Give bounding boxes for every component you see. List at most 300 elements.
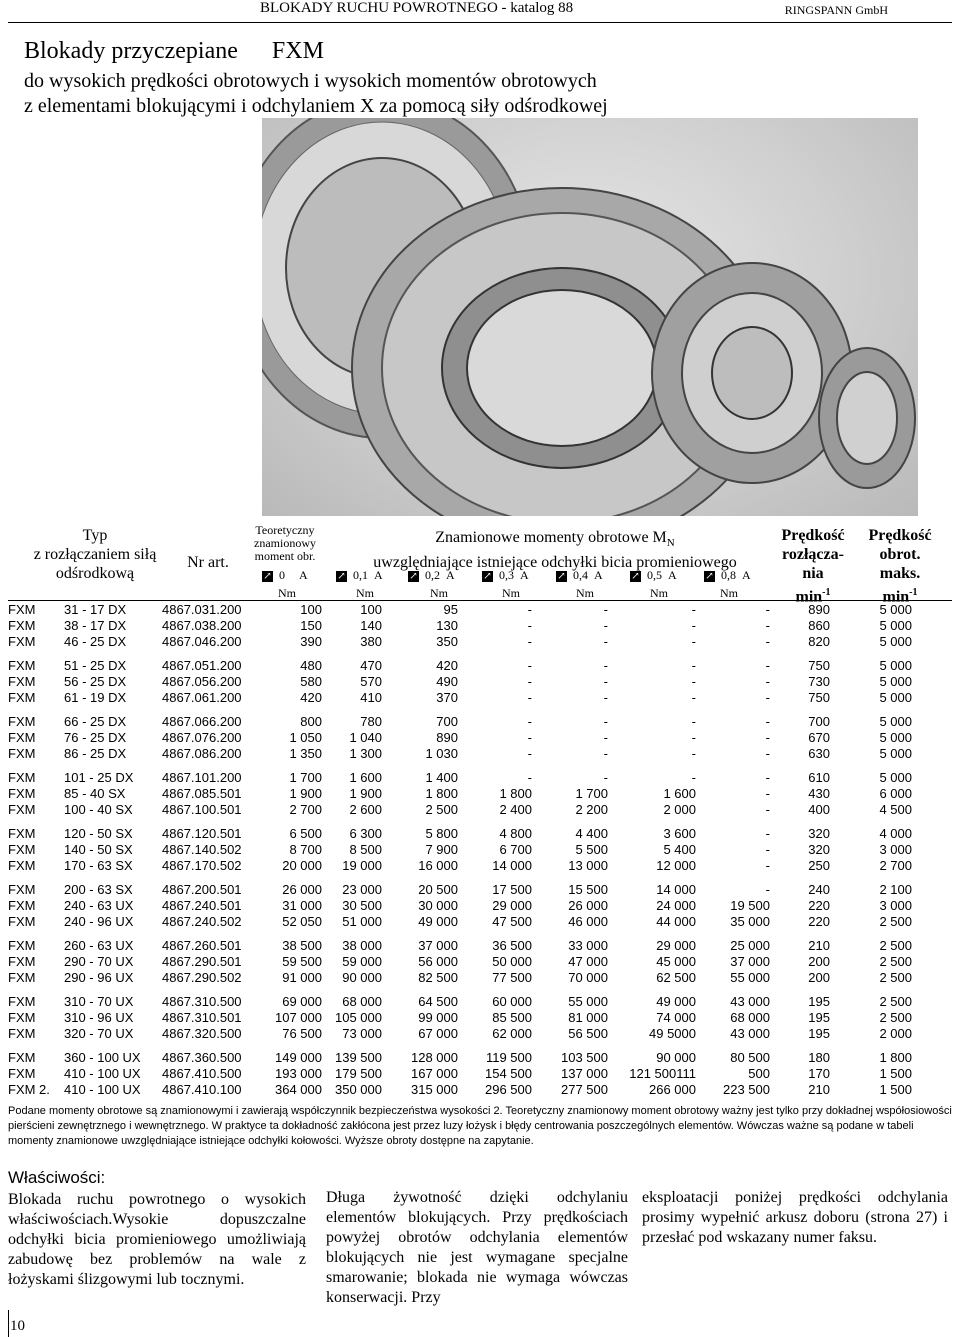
table-cell: FXM bbox=[8, 1010, 36, 1025]
table-cell: 43 000 bbox=[730, 1026, 770, 1041]
col-header-p1-unit: min bbox=[795, 588, 823, 606]
table-cell: 23 000 bbox=[342, 882, 382, 897]
unit-nm-1: Nm bbox=[356, 586, 374, 600]
table-cell: 200 bbox=[808, 970, 830, 985]
table-cell: FXM bbox=[8, 914, 36, 929]
table-cell: 750 bbox=[808, 690, 830, 705]
table-cell: 4867.240.502 bbox=[162, 914, 242, 929]
arrow-label-4-val: 0,4 bbox=[573, 568, 588, 582]
table-cell: 5 800 bbox=[425, 826, 458, 841]
table-cell: - bbox=[765, 802, 770, 817]
table-cell: 2 500 bbox=[425, 802, 458, 817]
arrow-label-0-unit: A bbox=[299, 568, 308, 582]
table-cell: 360 - 100 UX bbox=[64, 1050, 141, 1065]
table-cell: 8 500 bbox=[349, 842, 382, 857]
table-cell: 320 bbox=[808, 842, 830, 857]
table-cell: 85 - 40 SX bbox=[64, 786, 126, 801]
table-cell: 45 000 bbox=[656, 954, 696, 969]
table-cell: 90 000 bbox=[656, 1050, 696, 1065]
table-cell: - bbox=[691, 770, 696, 785]
table-row bbox=[0, 770, 960, 786]
arrow-label-2-val: 0,2 bbox=[425, 568, 440, 582]
col-header-p2-2: obrot. bbox=[879, 546, 921, 563]
table-cell: 1 700 bbox=[575, 786, 608, 801]
table-cell: 81 000 bbox=[568, 1010, 608, 1025]
table-cell: FXM bbox=[8, 970, 36, 985]
table-cell: FXM bbox=[8, 634, 36, 649]
table-cell: - bbox=[603, 658, 608, 673]
table-cell: 4867.066.200 bbox=[162, 714, 242, 729]
table-cell: 4867.086.200 bbox=[162, 746, 242, 761]
table-cell: 500 bbox=[748, 1066, 770, 1081]
table-cell: - bbox=[603, 674, 608, 689]
table-row bbox=[0, 1050, 960, 1066]
table-cell: 3 000 bbox=[879, 898, 912, 913]
table-cell: 29 000 bbox=[492, 898, 532, 913]
table-cell: 149 000 bbox=[275, 1050, 322, 1065]
arrow-label-0 bbox=[262, 568, 308, 583]
table-cell: - bbox=[603, 770, 608, 785]
col-header-p1-1: Prędkość bbox=[781, 527, 845, 544]
table-cell: 4867.120.501 bbox=[162, 826, 242, 841]
table-cell: 240 - 63 UX bbox=[64, 898, 134, 913]
arrow-label-6-val: 0,8 bbox=[721, 568, 736, 582]
table-cell: 30 500 bbox=[342, 898, 382, 913]
table-cell: 5 000 bbox=[879, 730, 912, 745]
table-row bbox=[0, 898, 960, 914]
table-cell: FXM bbox=[8, 938, 36, 953]
table-cell: 200 bbox=[808, 954, 830, 969]
table-cell: 1 700 bbox=[289, 770, 322, 785]
table-cell: 180 bbox=[808, 1050, 830, 1065]
table-cell: - bbox=[765, 730, 770, 745]
table-cell: 370 bbox=[436, 690, 458, 705]
col-header-teor bbox=[250, 524, 320, 563]
table-cell: 780 bbox=[360, 714, 382, 729]
table-cell: - bbox=[527, 730, 532, 745]
col-header-p2-unit: min bbox=[882, 588, 910, 606]
table-cell: 315 000 bbox=[411, 1082, 458, 1097]
table-cell: 95 bbox=[443, 602, 458, 617]
table-cell: FXM bbox=[8, 898, 36, 913]
col-header-typ bbox=[20, 526, 170, 583]
table-cell: 2 600 bbox=[349, 802, 382, 817]
table-cell: 62 500 bbox=[656, 970, 696, 985]
table-cell: FXM bbox=[8, 1066, 36, 1081]
table-cell: 1 350 bbox=[289, 746, 322, 761]
table-cell: - bbox=[691, 690, 696, 705]
table-cell: 19 500 bbox=[730, 898, 770, 913]
table-cell: 140 bbox=[360, 618, 382, 633]
table-cell: 210 bbox=[808, 1082, 830, 1097]
table-row bbox=[0, 786, 960, 802]
table-cell: 1 500 bbox=[879, 1066, 912, 1081]
table-cell: 36 500 bbox=[492, 938, 532, 953]
table-cell: 70 000 bbox=[568, 970, 608, 985]
table-cell: - bbox=[765, 770, 770, 785]
table-cell: 4867.410.500 bbox=[162, 1066, 242, 1081]
table-cell: 167 000 bbox=[411, 1066, 458, 1081]
table-cell: 5 000 bbox=[879, 770, 912, 785]
col-header-p1-2: rozłącza- bbox=[782, 546, 844, 563]
table-cell: - bbox=[527, 690, 532, 705]
table-cell: 51 - 25 DX bbox=[64, 658, 127, 673]
table-cell: - bbox=[765, 858, 770, 873]
table-cell: 7 900 bbox=[425, 842, 458, 857]
table-cell: 76 - 25 DX bbox=[64, 730, 127, 745]
table-cell: 410 - 100 UX bbox=[64, 1082, 141, 1097]
table-cell: 4867.170.502 bbox=[162, 858, 242, 873]
table-cell: 5 000 bbox=[879, 634, 912, 649]
table-cell: - bbox=[691, 658, 696, 673]
table-cell: 4867.038.200 bbox=[162, 618, 242, 633]
table-cell: 47 000 bbox=[568, 954, 608, 969]
table-cell: 4867.240.501 bbox=[162, 898, 242, 913]
table-cell: 800 bbox=[300, 714, 322, 729]
table-cell: 2 000 bbox=[879, 1026, 912, 1041]
table-cell: 91 000 bbox=[282, 970, 322, 985]
section-heading: Właściwości: bbox=[8, 1168, 106, 1187]
col-header-p1-3: nia bbox=[802, 565, 824, 582]
table-cell: 4867.290.502 bbox=[162, 970, 242, 985]
table-cell: 195 bbox=[808, 1010, 830, 1025]
unit-nm-0: Nm bbox=[278, 586, 296, 600]
table-cell: 4867.061.200 bbox=[162, 690, 242, 705]
table-cell: 1 500 bbox=[879, 1082, 912, 1097]
table-cell: 1 040 bbox=[349, 730, 382, 745]
table-cell: 240 bbox=[808, 882, 830, 897]
table-cell: 46 000 bbox=[568, 914, 608, 929]
table-cell: FXM bbox=[8, 730, 36, 745]
table-cell: 3 000 bbox=[879, 842, 912, 857]
table-cell: 100 - 40 SX bbox=[64, 802, 133, 817]
table-cell: 5 000 bbox=[879, 690, 912, 705]
table-cell: - bbox=[765, 842, 770, 857]
table-cell: - bbox=[765, 826, 770, 841]
table-cell: 67 000 bbox=[418, 1026, 458, 1041]
table-cell: - bbox=[765, 618, 770, 633]
table-cell: 260 - 63 UX bbox=[64, 938, 134, 953]
table-cell: 5 000 bbox=[879, 714, 912, 729]
table-cell: 296 500 bbox=[485, 1082, 532, 1097]
table-cell: 200 - 63 SX bbox=[64, 882, 133, 897]
table-cell: 56 000 bbox=[418, 954, 458, 969]
table-cell: - bbox=[765, 634, 770, 649]
table-cell: 170 bbox=[808, 1066, 830, 1081]
table-cell: - bbox=[603, 746, 608, 761]
table-cell: 490 bbox=[436, 674, 458, 689]
table-cell: 103 500 bbox=[561, 1050, 608, 1065]
table-cell: 179 500 bbox=[335, 1066, 382, 1081]
table-cell: 68 000 bbox=[730, 1010, 770, 1025]
table-cell: 120 - 50 SX bbox=[64, 826, 133, 841]
table-row bbox=[0, 1066, 960, 1082]
table-cell: 820 bbox=[808, 634, 830, 649]
table-cell: 69 000 bbox=[282, 994, 322, 1009]
table-cell: 4867.290.501 bbox=[162, 954, 242, 969]
table-cell: 4867.320.500 bbox=[162, 1026, 242, 1041]
table-cell: 1 800 bbox=[425, 786, 458, 801]
table-row bbox=[0, 826, 960, 842]
table-cell: 128 000 bbox=[411, 1050, 458, 1065]
table-row bbox=[0, 938, 960, 954]
table-cell: FXM bbox=[8, 690, 36, 705]
table-cell: - bbox=[527, 658, 532, 673]
table-cell: - bbox=[765, 602, 770, 617]
arrow-label-3 bbox=[482, 568, 529, 583]
table-cell: 700 bbox=[808, 714, 830, 729]
arrow-label-2 bbox=[408, 568, 455, 583]
table-cell: 139 500 bbox=[335, 1050, 382, 1065]
table-row bbox=[0, 1082, 960, 1098]
table-cell: - bbox=[765, 882, 770, 897]
table-cell: 5 400 bbox=[663, 842, 696, 857]
table-cell: 2 500 bbox=[879, 914, 912, 929]
table-cell: 62 000 bbox=[492, 1026, 532, 1041]
unit-nm-6: Nm bbox=[720, 586, 738, 600]
table-cell: 266 000 bbox=[649, 1082, 696, 1097]
table-cell: FXM bbox=[8, 994, 36, 1009]
arrow-ne-icon: ↗ bbox=[337, 570, 346, 582]
col-header-predkosc-max bbox=[860, 526, 940, 606]
table-cell: 890 bbox=[436, 730, 458, 745]
table-cell: 195 bbox=[808, 1026, 830, 1041]
table-cell: 74 000 bbox=[656, 1010, 696, 1025]
table-cell: 4867.200.501 bbox=[162, 882, 242, 897]
table-cell: 13 000 bbox=[568, 858, 608, 873]
arrow-ne-icon: ↗ bbox=[557, 570, 566, 582]
table-cell: - bbox=[603, 730, 608, 745]
table-cell: 4867.310.501 bbox=[162, 1010, 242, 1025]
col-header-typ-2: z rozłączaniem siłą bbox=[33, 546, 157, 563]
table-cell: 55 000 bbox=[730, 970, 770, 985]
table-cell: 4 800 bbox=[499, 826, 532, 841]
arrow-ne-icon: ↗ bbox=[263, 570, 272, 582]
table-cell: 66 - 25 DX bbox=[64, 714, 127, 729]
arrow-label-2-unit: A bbox=[446, 568, 455, 582]
subtitle-line-1: do wysokich prędkości obrotowych i wysokich momentów obrotowych bbox=[24, 70, 597, 92]
table-cell: 35 000 bbox=[730, 914, 770, 929]
table-cell: FXM bbox=[8, 842, 36, 857]
table-cell: - bbox=[765, 786, 770, 801]
table-cell: 250 bbox=[808, 858, 830, 873]
table-cell: 55 000 bbox=[568, 994, 608, 1009]
table-cell: - bbox=[527, 618, 532, 633]
table-cell: FXM bbox=[8, 1026, 36, 1041]
table-cell: 14 000 bbox=[656, 882, 696, 897]
table-cell: - bbox=[765, 714, 770, 729]
section-col-3: eksploatacji poniżej prędkości odchylania prosimy wypełnić arkusz doboru (strona 27) i przesłać pod wskazany numer faksu. bbox=[642, 1189, 948, 1246]
table-cell: - bbox=[527, 634, 532, 649]
table-cell: 1 050 bbox=[289, 730, 322, 745]
table-cell: 430 bbox=[808, 786, 830, 801]
table-cell: 5 000 bbox=[879, 674, 912, 689]
table-cell: 310 - 96 UX bbox=[64, 1010, 134, 1025]
table-cell: 4867.140.502 bbox=[162, 842, 242, 857]
table-row bbox=[0, 954, 960, 970]
table-cell: FXM bbox=[8, 674, 36, 689]
table-cell: - bbox=[691, 618, 696, 633]
table-cell: 1 300 bbox=[349, 746, 382, 761]
table-cell: 119 500 bbox=[485, 1050, 532, 1065]
table-cell: 310 - 70 UX bbox=[64, 994, 134, 1009]
table-cell: 17 500 bbox=[492, 882, 532, 897]
title-code: FXM bbox=[271, 38, 324, 64]
table-cell: 4867.410.100 bbox=[162, 1082, 242, 1097]
page-number: 10 bbox=[10, 1318, 25, 1334]
table-cell: 16 000 bbox=[418, 858, 458, 873]
table-cell: 154 500 bbox=[485, 1066, 532, 1081]
table-cell: 60 000 bbox=[492, 994, 532, 1009]
table-row bbox=[0, 746, 960, 762]
table-cell: FXM bbox=[8, 602, 36, 617]
table-cell: 49 000 bbox=[656, 994, 696, 1009]
table-cell: 2 700 bbox=[289, 802, 322, 817]
header-rule bbox=[8, 22, 952, 23]
table-cell: 107 000 bbox=[275, 1010, 322, 1025]
table-cell: 90 000 bbox=[342, 970, 382, 985]
arrow-label-1-val: 0,1 bbox=[353, 568, 368, 582]
table-cell: - bbox=[691, 714, 696, 729]
table-cell: 2 000 bbox=[663, 802, 696, 817]
table-cell: 750 bbox=[808, 658, 830, 673]
table-cell: 2 500 bbox=[879, 938, 912, 953]
table-cell: - bbox=[527, 770, 532, 785]
table-cell: 400 bbox=[808, 802, 830, 817]
table-cell: 38 - 17 DX bbox=[64, 618, 127, 633]
table-cell: 4867.100.501 bbox=[162, 802, 242, 817]
table-cell: 5 000 bbox=[879, 658, 912, 673]
arrow-label-5 bbox=[630, 568, 677, 583]
arrow-label-6-unit: A bbox=[742, 568, 751, 582]
arrow-label-4 bbox=[556, 568, 603, 583]
table-cell: - bbox=[527, 714, 532, 729]
arrow-label-4-unit: A bbox=[594, 568, 603, 582]
table-cell: 1 600 bbox=[349, 770, 382, 785]
col-header-predkosc-rozl bbox=[778, 526, 848, 606]
table-cell: - bbox=[603, 690, 608, 705]
table-cell: 15 500 bbox=[568, 882, 608, 897]
table-cell: 2 200 bbox=[575, 802, 608, 817]
table-cell: 46 - 25 DX bbox=[64, 634, 127, 649]
table-row bbox=[0, 882, 960, 898]
table-cell: 890 bbox=[808, 602, 830, 617]
table-cell: 860 bbox=[808, 618, 830, 633]
table-cell: 410 - 100 UX bbox=[64, 1066, 141, 1081]
table-cell: 121 500111 bbox=[629, 1066, 696, 1081]
col-header-p2-1: Prędkość bbox=[868, 527, 932, 544]
page-header bbox=[0, 0, 960, 22]
table-cell: 82 500 bbox=[418, 970, 458, 985]
table-cell: 6 300 bbox=[349, 826, 382, 841]
table-row bbox=[0, 602, 960, 618]
arrow-label-3-val: 0,3 bbox=[499, 568, 514, 582]
table-cell: 480 bbox=[300, 658, 322, 673]
unit-nm-2: Nm bbox=[430, 586, 448, 600]
table-cell: 31 - 17 DX bbox=[64, 602, 127, 617]
table-cell: 150 bbox=[300, 618, 322, 633]
table-cell: 26 000 bbox=[282, 882, 322, 897]
table-cell: 730 bbox=[808, 674, 830, 689]
table-cell: 4867.046.200 bbox=[162, 634, 242, 649]
table-cell: 4867.260.501 bbox=[162, 938, 242, 953]
table-cell: - bbox=[765, 658, 770, 673]
table-cell: 59 500 bbox=[282, 954, 322, 969]
table-cell: 31 000 bbox=[282, 898, 322, 913]
arrow-label-3-unit: A bbox=[520, 568, 529, 582]
table-cell: 43 000 bbox=[730, 994, 770, 1009]
table-row bbox=[0, 658, 960, 674]
table-cell: 12 000 bbox=[656, 858, 696, 873]
subtitle-line-2: z elementami blokującymi i odchylaniem X za pomocą siły odśrodkowej bbox=[24, 95, 608, 117]
table-cell: 5 000 bbox=[879, 602, 912, 617]
table-cell: 47 500 bbox=[492, 914, 532, 929]
table-cell: - bbox=[527, 674, 532, 689]
table-cell: 2 500 bbox=[879, 1010, 912, 1025]
table-cell: 350 bbox=[436, 634, 458, 649]
table-row bbox=[0, 914, 960, 930]
col-header-p1-sup: -1 bbox=[822, 587, 831, 598]
table-cell: - bbox=[527, 602, 532, 617]
table-row bbox=[0, 674, 960, 690]
table-cell: 580 bbox=[300, 674, 322, 689]
table-cell: 4867.101.200 bbox=[162, 770, 242, 785]
table-cell: 85 500 bbox=[492, 1010, 532, 1025]
table-cell: 170 - 63 SX bbox=[64, 858, 133, 873]
table-cell: 59 000 bbox=[342, 954, 382, 969]
table-cell: 1 400 bbox=[425, 770, 458, 785]
table-cell: 44 000 bbox=[656, 914, 696, 929]
title-main: Blokady przyczepiane bbox=[24, 38, 238, 64]
col-header-zn-1 bbox=[340, 528, 770, 553]
table-cell: 1 900 bbox=[289, 786, 322, 801]
table-cell: 56 - 25 DX bbox=[64, 674, 127, 689]
table-cell: FXM 2. bbox=[8, 1082, 50, 1097]
table-cell: - bbox=[691, 634, 696, 649]
table-cell: 700 bbox=[436, 714, 458, 729]
table-cell: 100 bbox=[300, 602, 322, 617]
table-row bbox=[0, 634, 960, 650]
table-cell: 51 000 bbox=[342, 914, 382, 929]
sprag-ring bbox=[819, 348, 915, 488]
table-cell: 4867.056.200 bbox=[162, 674, 242, 689]
table-cell: 1 800 bbox=[879, 1050, 912, 1065]
col-header-zn-sub: N bbox=[666, 537, 675, 550]
product-photo bbox=[262, 118, 918, 516]
table-cell: 610 bbox=[808, 770, 830, 785]
table-cell: 4867.031.200 bbox=[162, 602, 242, 617]
table-cell: - bbox=[691, 730, 696, 745]
arrow-label-5-val: 0,5 bbox=[647, 568, 662, 582]
table-cell: 6 000 bbox=[879, 786, 912, 801]
col-header-p2-sup: -1 bbox=[909, 587, 918, 598]
table-cell: FXM bbox=[8, 882, 36, 897]
table-cell: 37 000 bbox=[730, 954, 770, 969]
table-cell: 380 bbox=[360, 634, 382, 649]
table-cell: 64 500 bbox=[418, 994, 458, 1009]
table-row bbox=[0, 970, 960, 986]
table-cell: 68 000 bbox=[342, 994, 382, 1009]
table-cell: - bbox=[691, 674, 696, 689]
table-cell: 80 500 bbox=[730, 1050, 770, 1065]
page-title bbox=[24, 38, 324, 65]
table-cell: 320 bbox=[808, 826, 830, 841]
table-cell: FXM bbox=[8, 714, 36, 729]
page-margin-line bbox=[8, 1310, 9, 1337]
arrow-ne-icon: ↗ bbox=[631, 570, 640, 582]
arrow-label-5-unit: A bbox=[668, 568, 677, 582]
table-cell: FXM bbox=[8, 746, 36, 761]
